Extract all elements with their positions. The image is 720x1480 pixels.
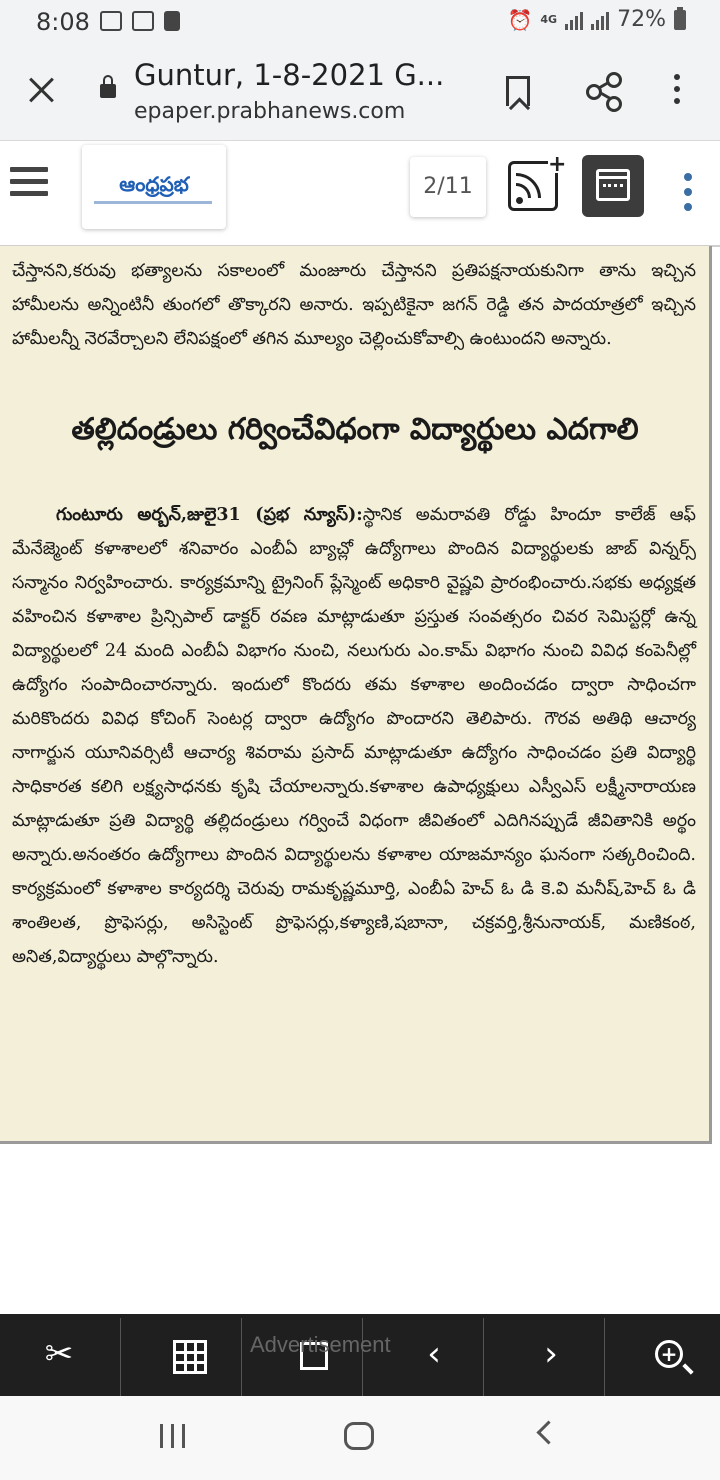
signal-strength-icon <box>565 10 583 30</box>
more-options-icon[interactable] <box>684 173 692 218</box>
share-icon[interactable] <box>586 72 622 108</box>
calendar-button[interactable] <box>582 155 644 217</box>
zoom-button[interactable]: + <box>604 1318 720 1396</box>
article-body-text: స్థానిక అమరావతి రోడ్డు హిందూ కాలేజ్ ఆఫ్ మేనేజ్మెంట్ కళాశాలలో శనివారం ఎంబీఏ బ్యాచ్లో ఉద్యోగాలు పొందిన విద్యార్థులకు జాబ్ విన్నర్స్ సన్మానం నిర్వహించారు. కార్యక్రమాన్ని ట్రైనింగ్ ప్లేస్మెంట్ అధికారి వైష్ణవి ప్రారంభించారు.సభకు అధ్యక్షత వహించిన కళాశాల ప్రిన్సిపాల్ డాక్టర్ రవణ మాట్లాడుతూ ప్రస్తుత సంవత్సరం చివర సెమిస్టర్లో ఉన్న విద్యార్థులలో 24 మంది ఎంబీఏ విభాగం నుంచి, నలుగురు ఎం.కామ్ విభాగం నుంచి వివిధ కంపెనీల్లో ఉద్యోగం సంపాదించారన్నారు. ఇందులో కొందరు తమ కళాశాల అందించడం ద్వారా సాధించగా మరికొందరు వివిధ కోచింగ్ సెంటర్ల ద్వారా ఉద్యోగం పొందారని తెలిపారు. గౌరవ అతిథి ఆచార్య నాగార్జున యూనివర్సిటీ ఆచార్య శివరామ ప్రసాద్ మాట్లాడుతూ ఉద్యోగం సాధించడం ప్రతి విద్యార్థి సాధికారత కలిగి లక్ష్యసాధనకు కృషి చేయాలన్నారు.కళాశాల ఉపాధ్యక్షులు ఎస్వీఎస్ లక్ష్మీనారాయణ మాట్లాడుతూ ప్రతి విద్యార్థి తల్లిదండ్రులు గర్వించే విధంగా జీవితంలో ఎదిగినప్పుడే జీవితానికి అర్థం అన్నారు.అనంతరం ఉద్యోగాలు పొందిన విద్యార్థులను కళాశాల యాజమాన్యం ఘనంగా సత్కరించింది. కార్యక్రమంలో కళాశాల కార్యదర్శి చెరువు రామకృష్ణమూర్తి, ఎంబీఏ హెచ్ ఓ డి కె.వి మనీష్,హెచ్ ఓ డి శాంతిలత, ప్రొఫెసర్లు, అసిస్టెంట్ ప్రొఫెసర్లు,కళ్యాణి,షబానా, చక్రవర్తి,శ్రీనునాయక్, మణికంఠ, అనిత,విద్యార్థులు పాల్గొన్నారు. <box>12 505 696 967</box>
sd-card-icon <box>164 11 180 31</box>
system-navigation-bar <box>0 1396 720 1480</box>
article-intro-paragraph: చేస్తానని,కరువు భత్యాలను సకాలంలో మంజూరు చేస్తానని ప్రతిపక్షనాయకునిగా తాను ఇచ్చిన హామీలను అన్నింటినీ తుంగలో తొక్కారని అనారు. ఇప్పటికైనా జగన్ రెడ్డి తన పాదయాత్రలో ఇచ్చిన హామీలన్నీ నెరవేర్చాలని లేనిపక్షంలో తగిన మూల్యం చెల్లించుకోవాల్సి ఉంటుందని అన్నారు. <box>12 261 696 349</box>
system-status <box>508 7 687 32</box>
page-counter[interactable]: 2/11 <box>410 157 486 217</box>
article-headline: తల్లిదండ్రులు గర్వించేవిధంగా విద్యార్థులు ఎదగాలి <box>71 412 639 447</box>
newspaper-logo[interactable] <box>82 145 226 229</box>
gallery-notification-icon <box>100 11 122 31</box>
article-body-paragraph <box>12 498 696 974</box>
status-time: 8:08 <box>36 8 90 36</box>
screenshot-notification-icon <box>132 11 154 31</box>
recents-icon[interactable] <box>160 1424 188 1448</box>
advertisement-label: Advertisement <box>250 1332 391 1357</box>
reader-toolbar <box>0 1314 720 1396</box>
article-clipping <box>0 246 712 1144</box>
signal-strength-2-icon <box>591 10 609 30</box>
back-icon[interactable] <box>536 1420 560 1444</box>
home-icon[interactable] <box>344 1422 374 1450</box>
clip-button[interactable] <box>0 1318 118 1396</box>
page-url[interactable]: epaper.prabhanews.com <box>134 99 406 124</box>
battery-percent: 72% <box>617 7 666 32</box>
overflow-menu-icon[interactable] <box>674 74 682 110</box>
scissors-icon: ✂ <box>44 1334 74 1374</box>
alarm-icon: ⏰ <box>507 7 533 32</box>
lock-icon <box>100 84 116 98</box>
article-dateline: గుంటూరు అర్బన్,జులై31 (ప్రభ న్యూస్): <box>56 505 363 525</box>
logo-text: ఆంధ్రప్రభ <box>119 172 189 196</box>
close-icon[interactable] <box>22 70 62 110</box>
add-feed-icon[interactable]: + <box>508 157 564 213</box>
grid-view-button[interactable] <box>120 1318 239 1396</box>
chevron-left-icon: ‹ <box>427 1334 441 1374</box>
logo-underline <box>94 201 212 204</box>
chevron-right-icon: › <box>544 1334 558 1374</box>
grid-icon <box>173 1340 207 1374</box>
battery-icon <box>674 10 686 30</box>
notification-icons <box>100 11 180 31</box>
browser-tab-bar <box>0 44 720 141</box>
page-title: Guntur, 1-8-2021 G... <box>134 58 445 92</box>
epaper-toolbar <box>0 141 720 247</box>
bookmark-icon[interactable] <box>506 76 530 106</box>
next-page-button[interactable] <box>483 1318 602 1396</box>
status-bar <box>0 0 720 44</box>
hamburger-menu-icon[interactable] <box>10 167 48 203</box>
network-type: 4G <box>540 13 558 26</box>
calendar-icon <box>596 169 630 201</box>
